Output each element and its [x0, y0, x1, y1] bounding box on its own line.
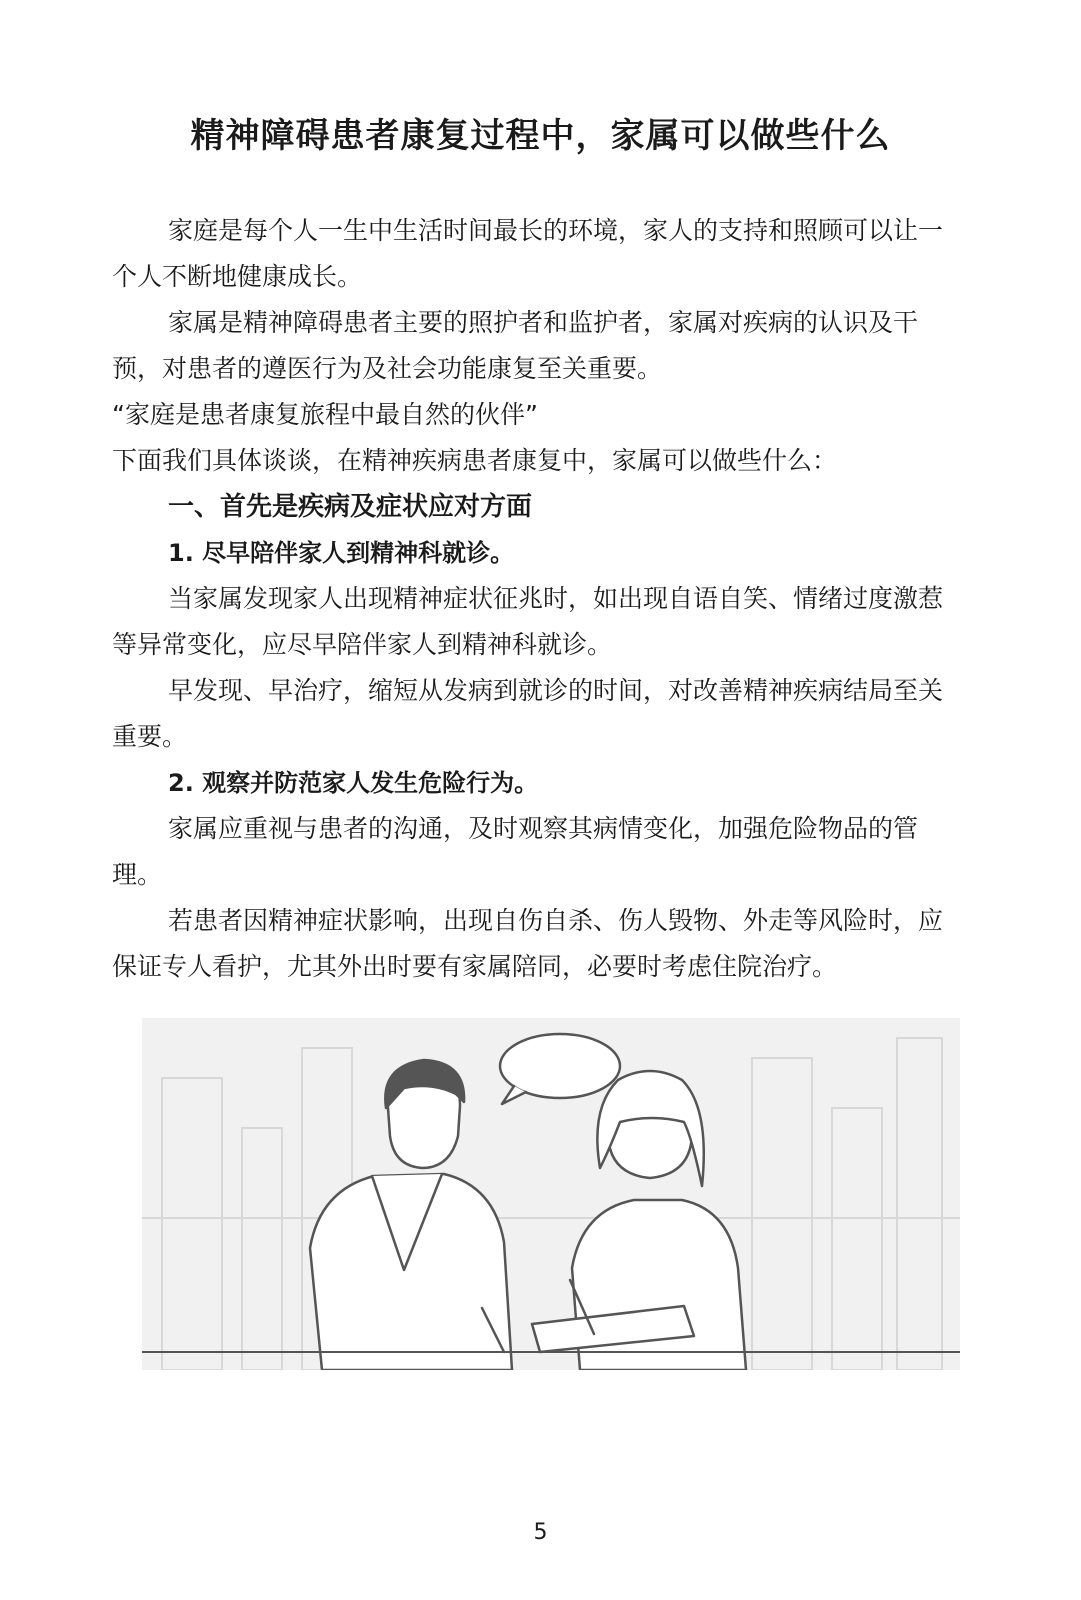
illustration-drawing — [142, 1018, 960, 1370]
page-number: 5 — [533, 1520, 548, 1545]
paragraph-early-visit: 当家属发现家人出现精神症状征兆时，如出现自语自笑、情绪过度激惹等异常变化，应尽早陪伴家人到精神科就诊。 — [112, 584, 944, 659]
paragraph-early-treatment: 早发现、早治疗，缩短从发病到就诊的时间，对改善精神疾病结局至关重要。 — [112, 676, 944, 751]
paragraph-family-environment: 家庭是每个人一生中生活时间最长的环境，家人的支持和照顾可以让一个人不断地健康成长。 — [112, 216, 944, 291]
paragraph-family-role: 家属是精神障碍患者主要的照护者和监护者，家属对疾病的认识及干预，对患者的遵医行为及社会功能康复至关重要。 — [112, 308, 919, 383]
page-title: 精神障碍患者康复过程中，家属可以做些什么 — [190, 116, 891, 156]
subheading-2: 2. 观察并防范家人发生危险行为。 — [168, 769, 539, 797]
paragraph-communication: 家属应重视与患者的沟通，及时观察其病情变化，加强危险物品的管理。 — [112, 814, 919, 889]
quote-line: “家庭是患者康复旅程中最自然的伙伴” — [112, 400, 538, 429]
paragraph-risk-care: 若患者因精神症状影响，出现自伤自杀、伤人毁物、外走等风险时，应保证专人看护，尤其外出时要有家属陪同，必要时考虑住院治疗。 — [112, 906, 944, 981]
section-heading-1: 一、首先是疾病及症状应对方面 — [168, 492, 533, 522]
subheading-1: 1. 尽早陪伴家人到精神科就诊。 — [168, 539, 515, 567]
paragraph-intro: 下面我们具体谈谈，在精神疾病患者康复中，家属可以做些什么： — [112, 446, 838, 475]
illustration-consultation — [142, 1018, 960, 1370]
